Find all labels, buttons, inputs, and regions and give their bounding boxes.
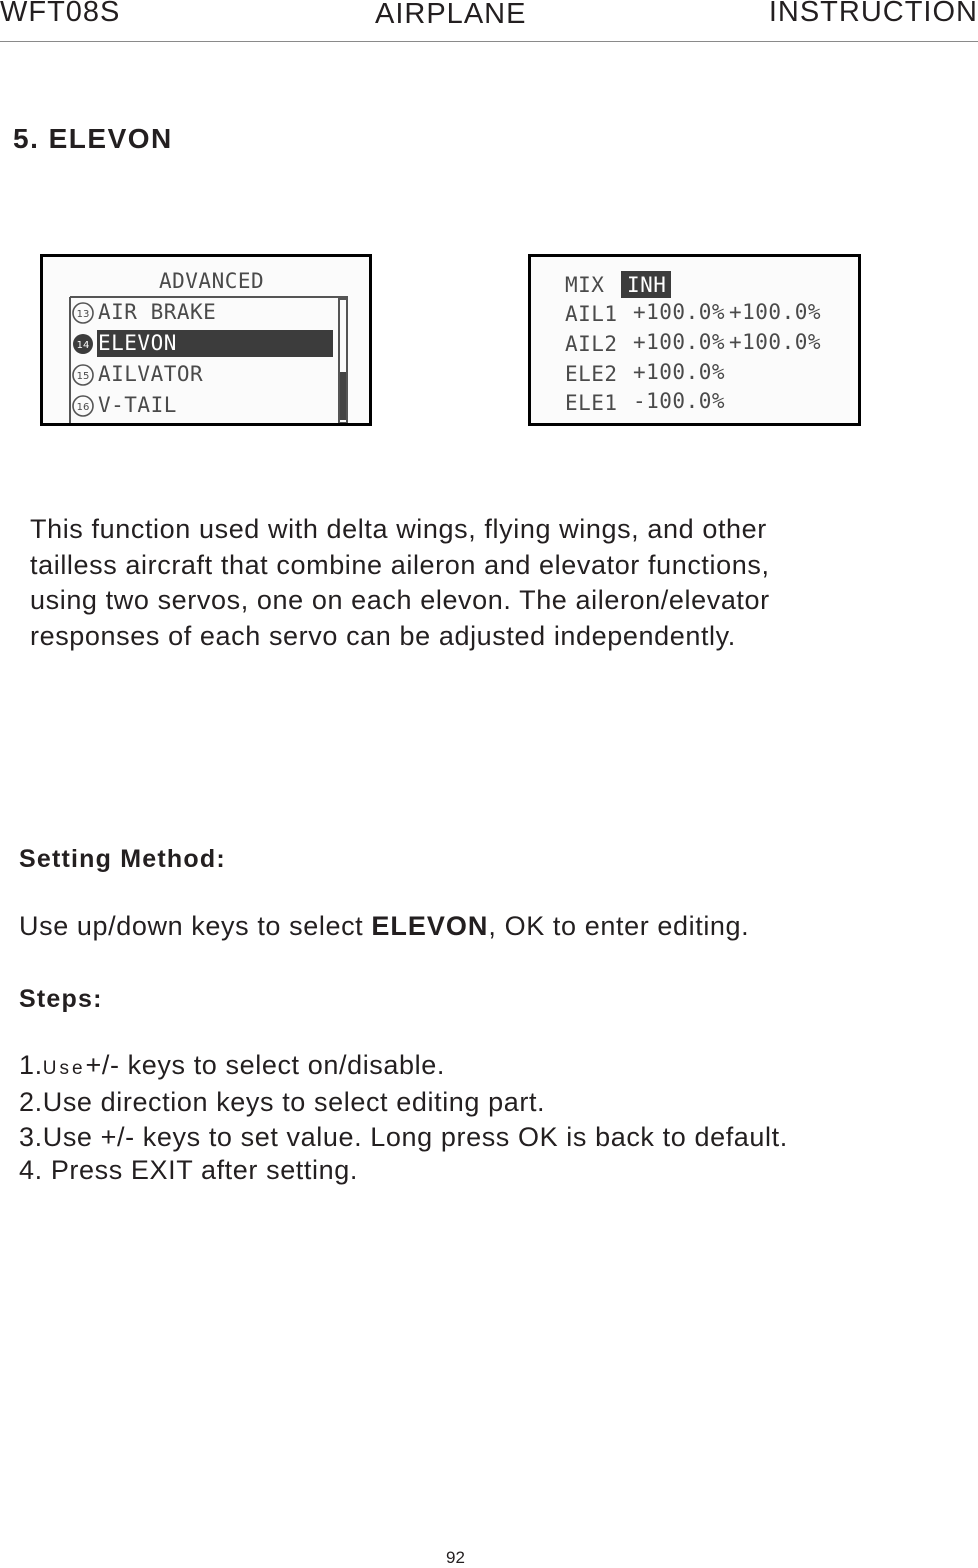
step-2: 2.Use direction keys to select editing part. bbox=[19, 1087, 546, 1117]
setting-method-text-after: , OK to enter editing. bbox=[488, 911, 750, 941]
setting-method-text bbox=[19, 911, 749, 942]
intro-paragraph bbox=[30, 512, 950, 654]
step-1-number: 1. bbox=[19, 1050, 43, 1080]
header-doc-type: INSTRUCTION bbox=[768, 0, 978, 28]
lcd-elevon-settings bbox=[528, 254, 861, 426]
step-1-use: Use bbox=[42, 1058, 86, 1079]
row-label-ele1: ELE1 bbox=[565, 391, 618, 415]
menu-item-num: 14 bbox=[76, 340, 90, 351]
lcd-advanced-menu bbox=[40, 254, 372, 426]
row-value-ail2-2[interactable]: +100.0% bbox=[729, 330, 822, 354]
row-value-ail1-2[interactable]: +100.0% bbox=[729, 300, 822, 324]
setting-method-heading: Setting Method: bbox=[19, 845, 226, 873]
menu-item-air-brake[interactable]: AIR BRAKE bbox=[98, 300, 217, 324]
step-3: 3.Use +/- keys to set value. Long press OK is back to default. bbox=[19, 1122, 788, 1152]
scrollbar-thumb[interactable] bbox=[340, 372, 346, 420]
page-number: 92 bbox=[446, 1548, 465, 1567]
step-1 bbox=[19, 1050, 445, 1081]
intro-line: This function used with delta wings, flying wings, and other bbox=[30, 514, 767, 544]
menu-title: ADVANCED bbox=[159, 269, 265, 293]
header-category: AIRPLANE bbox=[375, 0, 527, 30]
step-4: 4. Press EXIT after setting. bbox=[19, 1155, 358, 1185]
row-value-ail2-1[interactable]: +100.0% bbox=[633, 330, 726, 354]
menu-item-num: 15 bbox=[76, 371, 90, 382]
row-label-ele2: ELE2 bbox=[565, 362, 618, 386]
header-model-name: WFT08S bbox=[0, 0, 121, 28]
intro-line: using two servos, one on each elevon. The aileron/elevator bbox=[30, 585, 770, 615]
menu-item-num: 16 bbox=[76, 402, 90, 413]
row-value-ail1-1[interactable]: +100.0% bbox=[633, 300, 726, 324]
step-1-rest: +/- keys to select on/disable. bbox=[85, 1050, 445, 1080]
setting-method-keyword: ELEVON bbox=[371, 911, 489, 941]
row-value-ele2-1[interactable]: +100.0% bbox=[633, 360, 726, 384]
row-value-ele1-1[interactable]: -100.0% bbox=[633, 389, 726, 413]
steps-heading: Steps: bbox=[19, 985, 103, 1013]
mix-label: MIX bbox=[565, 273, 605, 297]
row-label-ail1: AIL1 bbox=[565, 302, 618, 326]
menu-item-elevon[interactable]: ELEVON bbox=[98, 331, 177, 355]
menu-item-v-tail[interactable]: V-TAIL bbox=[98, 393, 177, 417]
setting-method-text-before: Use up/down keys to select bbox=[19, 911, 372, 941]
mix-value[interactable]: INH bbox=[627, 273, 667, 297]
section-title: 5. ELEVON bbox=[13, 123, 173, 154]
intro-line: responses of each servo can be adjusted independently. bbox=[30, 620, 736, 651]
intro-line: tailless aircraft that combine aileron and elevator functions, bbox=[30, 549, 770, 580]
row-label-ail2: AIL2 bbox=[565, 332, 618, 356]
menu-item-ailvator[interactable]: AILVATOR bbox=[98, 362, 204, 386]
menu-item-num: 13 bbox=[76, 309, 90, 320]
header-divider bbox=[0, 41, 978, 42]
